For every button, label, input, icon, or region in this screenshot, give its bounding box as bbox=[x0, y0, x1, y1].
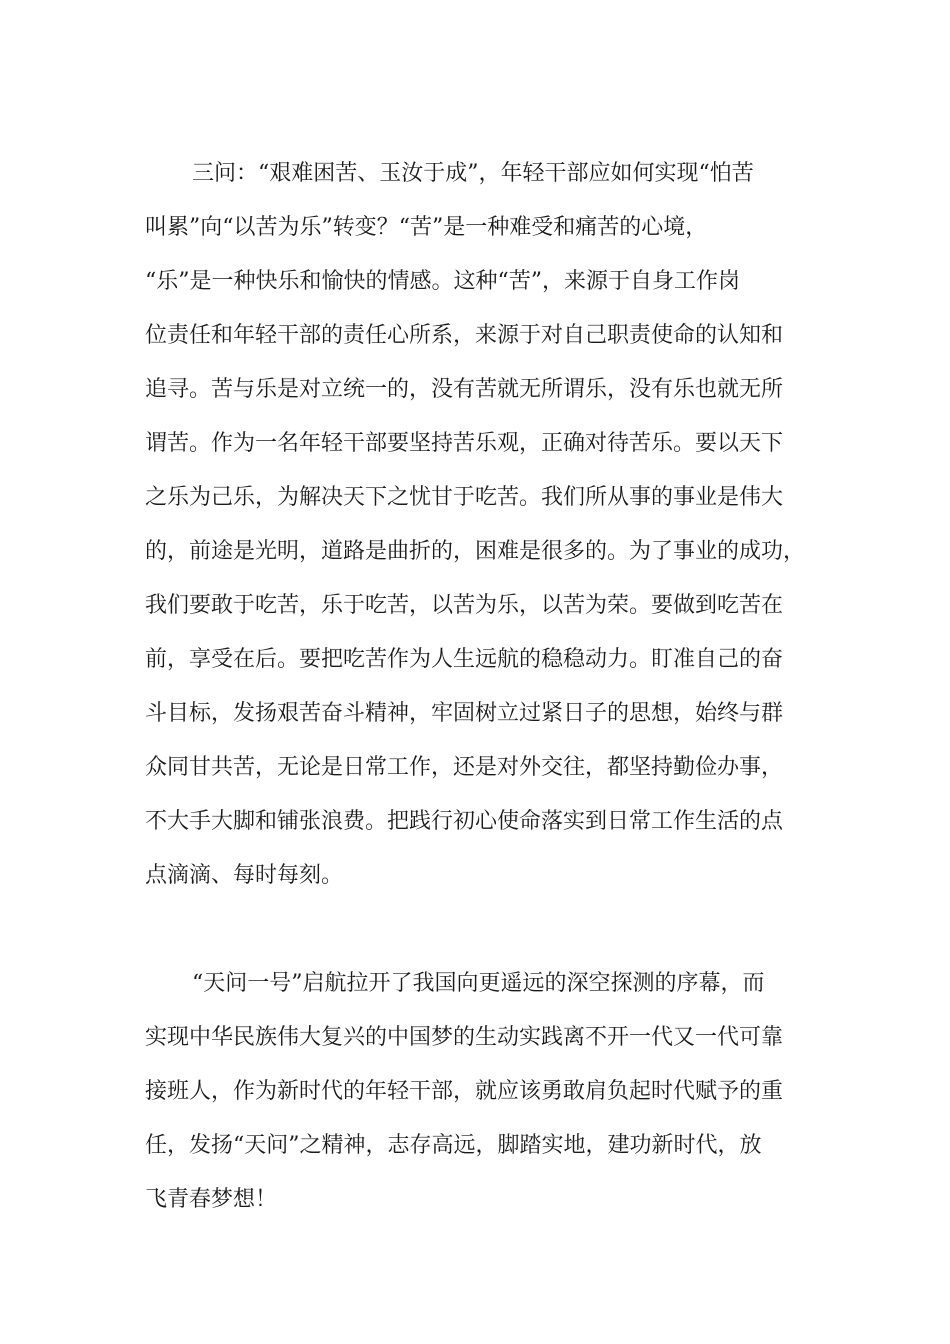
text-line: 不大手大脚和铺张浪费。把践行初心使命落实到日常工作生活的点 bbox=[145, 809, 784, 834]
text-line: 的，前途是光明，道路是曲折的，困难是很多的。为了事业的成功， bbox=[145, 539, 806, 564]
text-line: 飞青春梦想！ bbox=[145, 1187, 278, 1212]
text-line: 谓苦。作为一名年轻干部要坚持苦乐观，正确对待苦乐。要以天下 bbox=[145, 431, 784, 456]
text-line: 点滴滴、每时每刻。 bbox=[145, 863, 344, 888]
text-line: 实现中华民族伟大复兴的中国梦的生动实践离不开一代又一代可靠 bbox=[145, 1025, 784, 1050]
text-line: 位责任和年轻干部的责任心所系，来源于对自己职责使命的认知和 bbox=[145, 323, 784, 348]
text-line: 斗目标，发扬艰苦奋斗精神，牢固树立过紧日子的思想，始终与群 bbox=[145, 701, 784, 726]
text-line: 三问：“艰难困苦、玉汝于成”，年轻干部应如何实现“怕苦 bbox=[192, 161, 754, 186]
text-line: 追寻。苦与乐是对立统一的，没有苦就无所谓乐，没有乐也就无所 bbox=[145, 377, 784, 402]
text-line: 之乐为己乐，为解决天下之忧甘于吃苦。我们所从事的事业是伟大 bbox=[145, 485, 784, 510]
text-line: “天问一号”启航拉开了我国向更遥远的深空探测的序幕，而 bbox=[192, 971, 765, 996]
text-line: 接班人，作为新时代的年轻干部，就应该勇敢肩负起时代赋予的重 bbox=[145, 1079, 784, 1104]
text-line: 叫累”向“以苦为乐”转变？“苦”是一种难受和痛苦的心境， bbox=[145, 215, 708, 240]
text-line: 前，享受在后。要把吃苦作为人生远航的稳稳动力。盯准自己的奋 bbox=[145, 647, 784, 672]
text-line: “乐”是一种快乐和愉快的情感。这种“苦”，来源于自身工作岗 bbox=[145, 269, 740, 294]
text-line: 我们要敢于吃苦，乐于吃苦，以苦为乐，以苦为荣。要做到吃苦在 bbox=[145, 593, 784, 618]
text-line: 任，发扬“天问”之精神，志存高远，脚踏实地，建功新时代，放 bbox=[145, 1133, 762, 1158]
text-line: 众同甘共苦，无论是日常工作，还是对外交往，都坚持勤俭办事， bbox=[145, 755, 784, 780]
